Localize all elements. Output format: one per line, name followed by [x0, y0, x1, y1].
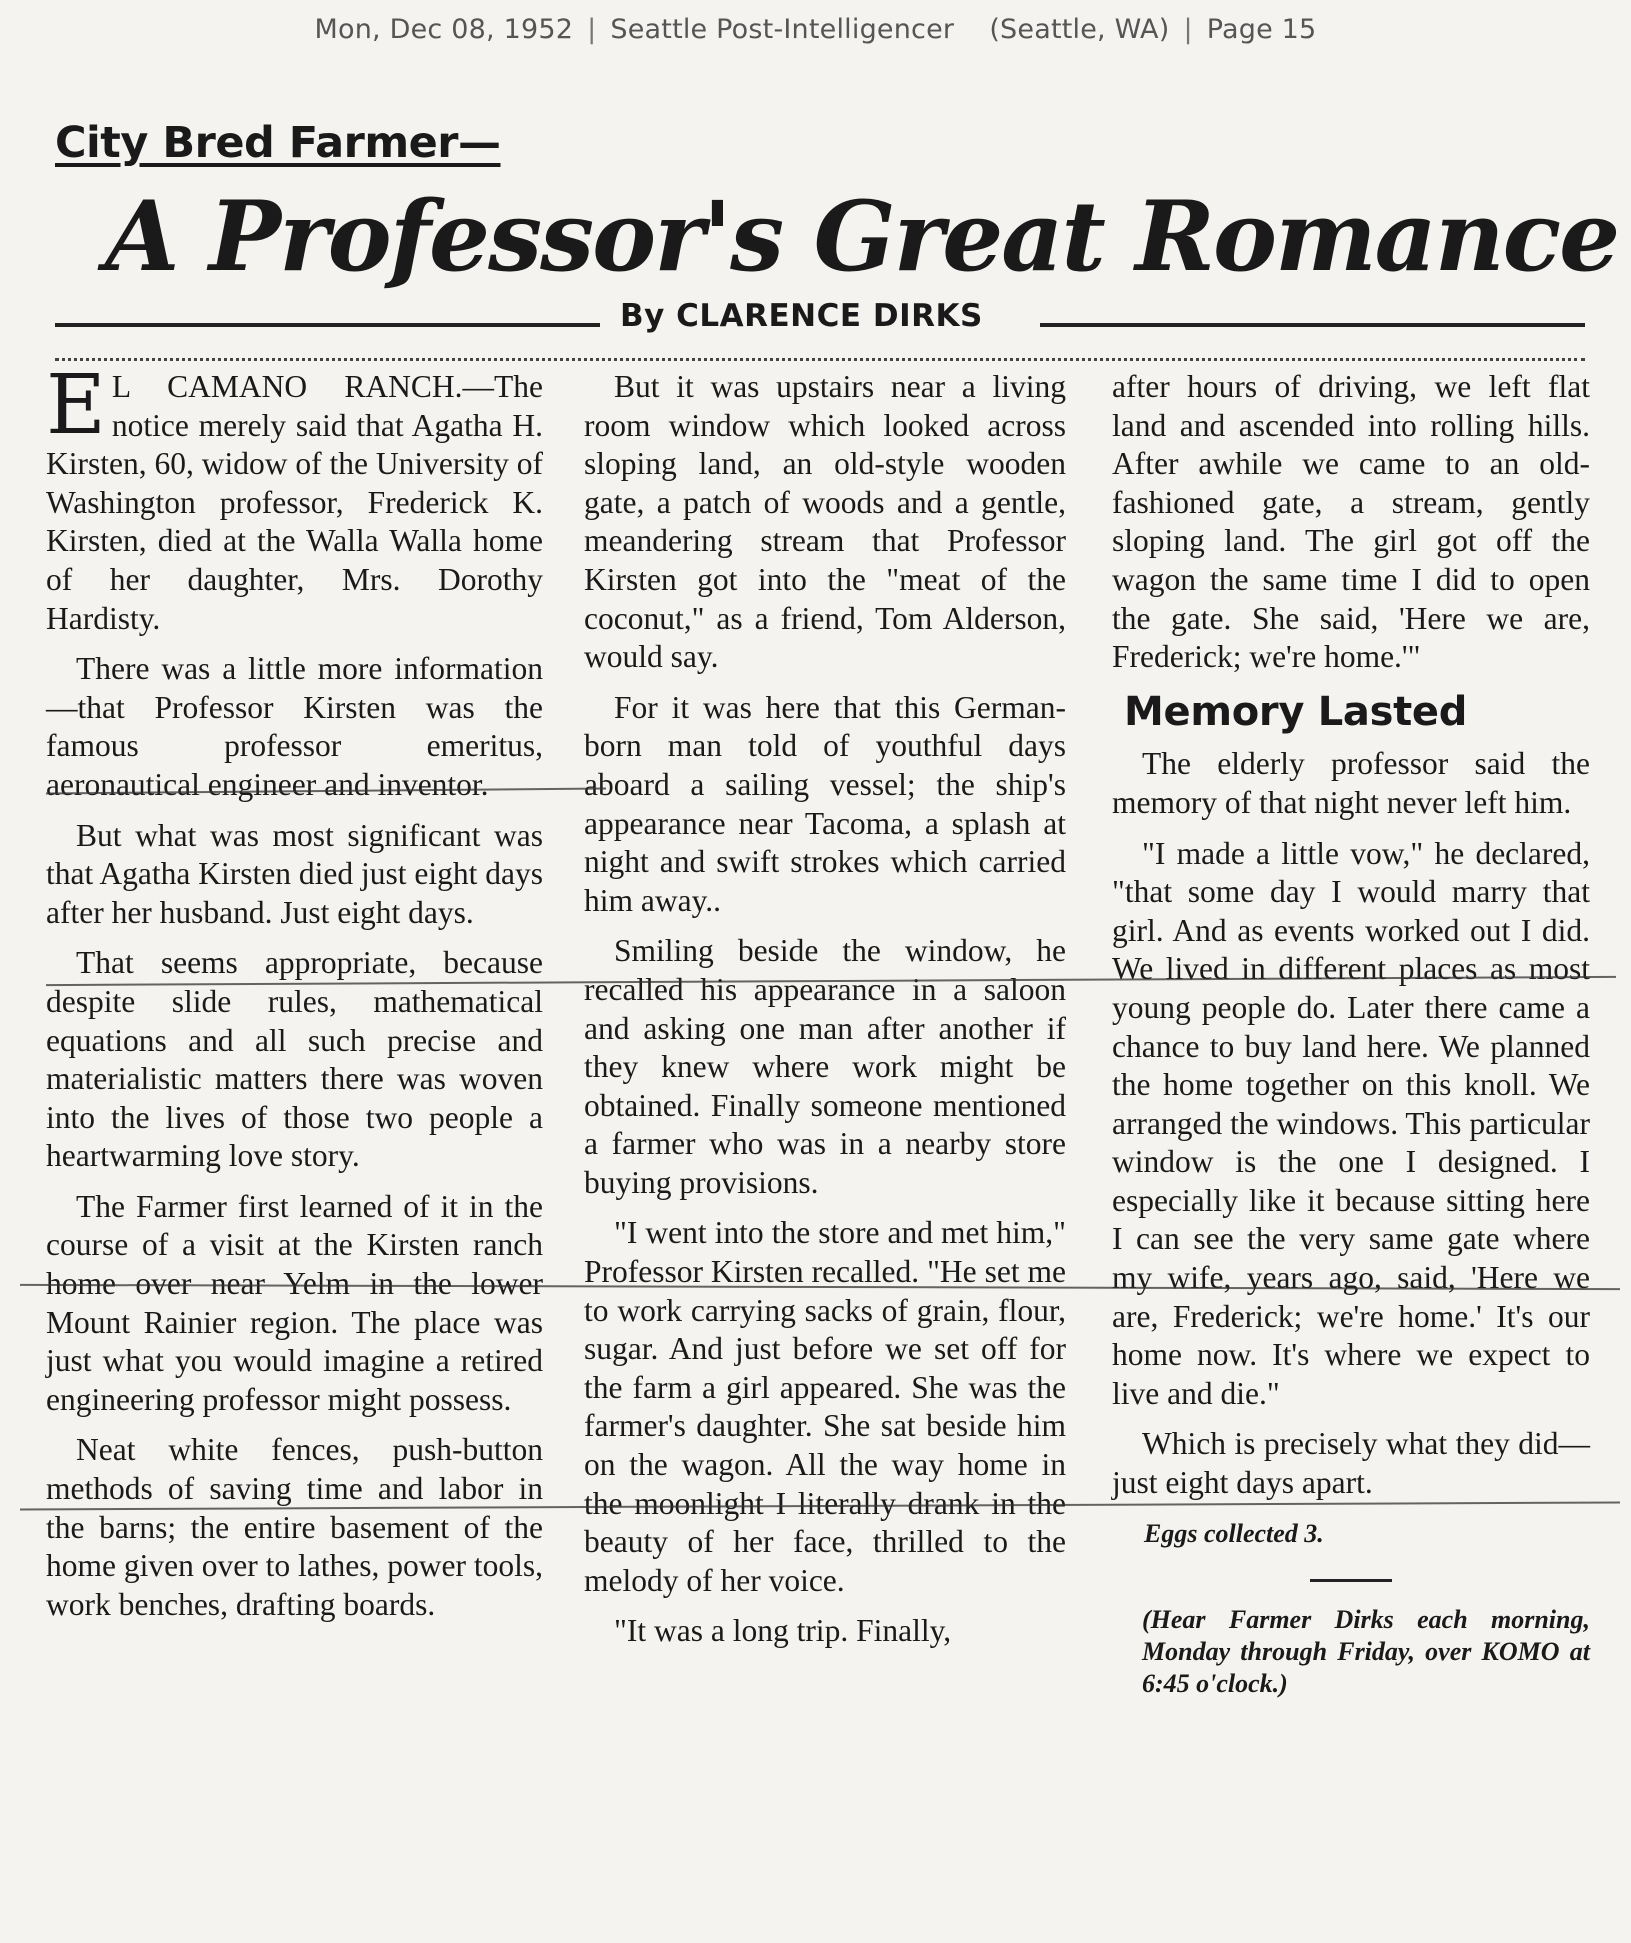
article-column-2 — [584, 368, 1066, 1663]
col3-paragraph-4: Which is precisely what they did—just eight days apart. — [1112, 1426, 1590, 1501]
masthead-paper: Seattle Post-Intelligencer — [610, 14, 955, 45]
byline-rule-left — [55, 323, 600, 327]
col3-paragraph-1: after hours of driving, we left flat land and ascended into rolling hills. After awhile we came to an old-fashioned gate, a stream, gently sloping land. The girl got off the wagon the same time I did to open the gate. She said, 'Here we are, Frederick; we're home.'" — [1112, 369, 1590, 675]
col1-paragraph-4: That seems appropriate, because despite slide rules, mathematical equations and all such precise and materialistic matters there was woven into the lives of those two people a heartwarming love story. — [46, 945, 543, 1174]
col1-paragraph-6: Neat white fences, push-button methods of saving time and labor in the barns; the entire basement of the home given over to lathes, power tools, work benches, drafting boards. — [46, 1432, 543, 1622]
dotted-rule — [55, 358, 1585, 361]
col2-paragraph-4: "I went into the store and met him," Professor Kirsten recalled. "He set me to work carrying sacks of grain, flour, sugar. And just before we set off for the farm a girl appeared. She was the farmer's daughter. She sat beside him on the wagon. All the way home in the moonlight I literally drank in the beauty of her face, thrilled to the melody of her voice. — [584, 1215, 1066, 1598]
article-byline: By CLARENCE DIRKS — [620, 298, 983, 334]
col1-paragraph-2: There was a little more information—that Professor Kirsten was the famous professor emeritus, aeronautical engineer and inventor. — [46, 651, 543, 802]
col1-paragraph-3: But what was most significant was that Agatha Kirsten died just eight days after her husband. Just eight days. — [46, 817, 543, 930]
masthead: Mon, Dec 08, 1952 | Seattle Post-Intelligencer (Seattle, WA) | Page 15 — [314, 14, 1317, 45]
drop-cap: E — [46, 358, 106, 453]
col1-p1-text: L CAMANO RANCH.—The notice merely said that Agatha H. Kirsten, 60, widow of the University of Washington professor, Frederick K. Kirsten, died at the Walla Walla home of her daughter, Mrs. Dorothy Hardisty. — [46, 369, 543, 636]
article-headline: A Professor's Great Romance — [105, 180, 1619, 293]
masthead-page: Page 15 — [1206, 14, 1317, 45]
masthead-date: Mon, Dec 08, 1952 — [314, 14, 574, 45]
article-kicker: City Bred Farmer— — [55, 118, 501, 168]
col2-paragraph-3: Smiling beside the window, he recalled his appearance in a saloon and asking one man after another if they knew where work might be obtained. Finally someone mentioned a farmer who was in a nearby store buying provisions. — [584, 933, 1066, 1200]
subhead-memory-lasted: Memory Lasted — [1124, 688, 1468, 735]
col2-paragraph-1: But it was upstairs near a living room window which looked across sloping land, an old-style wooden gate, a patch of woods and a gentle, meandering stream that Professor Kirsten got into the "meat of the coconut," as a friend, Tom Alderson, would say. — [584, 369, 1066, 675]
col2-paragraph-5: "It was a long trip. Finally, — [614, 1613, 952, 1649]
radio-note: (Hear Farmer Dirks each morning, Monday through Friday, over KOMO at 6:45 o'clock.) — [1142, 1605, 1590, 1699]
byline-rule-right — [1040, 323, 1585, 327]
col3-paragraph-3: "I made a little vow," he declared, "that some day I would marry that girl. And as events worked out I did. We lived in different places as most young people do. Later there came a chance to buy land here. We planned the home together on this knoll. We arranged the windows. This particular window is the one I designed. I especially like it because sitting here I can see the very same gate where my wife, years ago, said, 'Here we are, Frederick; we're home.' It's our home now. It's where we expect to live and die." — [1112, 835, 1590, 1411]
article-column-3 — [1112, 368, 1590, 1700]
article-column-1 — [46, 358, 543, 1636]
closing-rule — [1310, 1579, 1392, 1582]
masthead-place: (Seattle, WA) — [989, 14, 1170, 45]
eggs-collected: Eggs collected 3. — [1144, 1518, 1324, 1548]
col1-paragraph-1 — [46, 358, 543, 638]
col1-paragraph-5: The Farmer first learned of it in the course of a visit at the Kirsten ranch home over near Yelm in the lower Mount Rainier region. The place was just what you would imagine a retired engineering professor might possess. — [46, 1188, 543, 1417]
col2-paragraph-2: For it was here that this German-born man told of youthful days aboard a sailing vessel; the ship's appearance near Tacoma, a splash at night and swift strokes which carried him away.. — [584, 689, 1066, 918]
col3-paragraph-2: The elderly professor said the memory of that night never left him. — [1112, 746, 1590, 820]
